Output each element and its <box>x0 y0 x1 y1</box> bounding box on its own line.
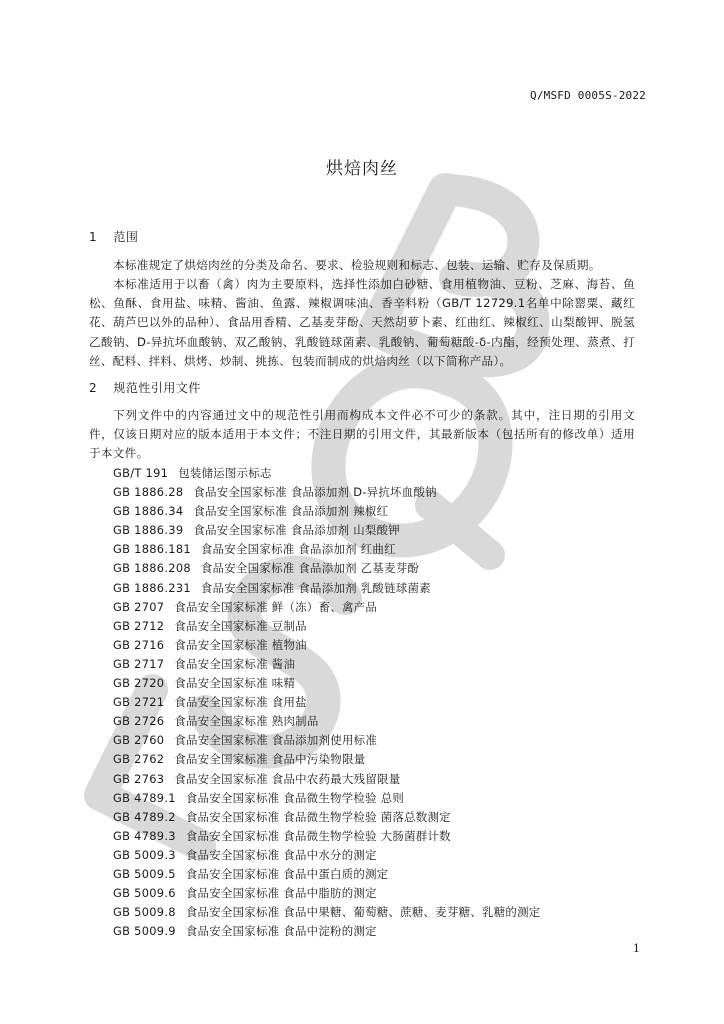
reference-title: 食品安全国家标准 熟肉制品 <box>174 714 319 729</box>
section-number: 2 <box>89 381 98 395</box>
reference-item <box>113 598 540 617</box>
reference-title: 食品安全国家标准 豆制品 <box>174 618 307 633</box>
section-heading-normative-references <box>89 379 201 396</box>
reference-item <box>113 502 540 521</box>
reference-item <box>113 483 540 502</box>
reference-title: 食品安全国家标准 食品中果糖、葡萄糖、蔗糖、麦芽糖、乳糖的测定 <box>185 905 541 920</box>
reference-title: 食品安全国家标准 食品微生物学检验 菌落总数测定 <box>185 809 451 824</box>
scope-paragraph-2: 本标准适用于以畜（禽）肉为主要原料，选择性添加白砂糖、食用植物油、豆粉、芝麻、海苔、鱼松、鱼酥、食用盐、味精、酱油、鱼露、辣椒调味油、香辛料粉（GB/T 12729.1名单中除罂粟、藏红花、葫芦巴以外的品种）、食品用香精、乙基麦芽酚、天然胡萝卜素、红曲红、辣椒红、山梨酸钾、脱氢乙酸钠、D-异抗坏血酸钠、双乙酸钠、乳酸链球菌素、乳酸钠、葡萄糖酸-δ-内酯，经预处理、蒸煮、打丝、配料、拌料、烘烤、炒制、挑拣、包装而制成的烘焙肉丝（以下简称产品）。 <box>89 277 635 368</box>
reference-title: 食品安全国家标准 食品中水分的测定 <box>185 847 377 862</box>
reference-title: 食品安全国家标准 酱油 <box>174 656 296 671</box>
reference-item <box>113 559 540 578</box>
reference-item <box>113 712 540 731</box>
reference-code: GB 1886.231 <box>113 580 191 595</box>
reference-item <box>113 808 540 827</box>
reference-title: 食品安全国家标准 食品微生物学检验 总则 <box>185 790 405 805</box>
section-number: 1 <box>89 230 98 244</box>
reference-code: GB 2712 <box>113 618 165 633</box>
reference-code: GB 1886.39 <box>113 523 184 538</box>
reference-title: 食品安全国家标准 植物油 <box>174 637 307 652</box>
reference-title: 食品安全国家标准 食品中农药最大残留限量 <box>174 771 401 786</box>
reference-item <box>113 617 540 636</box>
section-heading-scope <box>89 228 138 245</box>
reference-code: GB 2707 <box>113 599 165 614</box>
reference-code: GB 5009.6 <box>113 886 176 901</box>
reference-item <box>113 922 540 941</box>
reference-code: GB 5009.9 <box>113 924 176 939</box>
reference-title: 食品安全国家标准 食品添加剂 乳酸链球菌素 <box>200 580 431 595</box>
reference-item <box>113 731 540 750</box>
reference-item <box>113 579 540 598</box>
references-intro-paragraph: 下列文件中的内容通过文中的规范性引用而构成本文件必不可少的条款。其中，注日期的引用文件，仅该日期对应的版本适用于本文件；不注日期的引用文件，其最新版本（包括所有的修改单）适用于本文件。 <box>89 408 635 461</box>
document-title: 烘焙肉丝 <box>326 159 398 179</box>
reference-item <box>113 827 540 846</box>
reference-title: 食品安全国家标准 食品微生物学检验 大肠菌群计数 <box>185 828 451 843</box>
reference-item <box>113 636 540 655</box>
reference-code: GB 4789.3 <box>113 828 176 843</box>
reference-title: 包装储运图示标志 <box>178 466 272 480</box>
reference-code: GB 1886.28 <box>113 485 184 500</box>
reference-title: 食品安全国家标准 食品中污染物限量 <box>174 752 366 767</box>
reference-code: GB 5009.8 <box>113 905 176 920</box>
reference-item <box>113 846 540 865</box>
reference-title: 食品安全国家标准 鲜（冻）畜、禽产品 <box>174 599 378 614</box>
reference-title: 食品安全国家标准 食用盐 <box>174 695 307 710</box>
reference-title: 食品安全国家标准 食品添加剂 辣椒红 <box>193 504 389 519</box>
reference-item <box>113 674 540 693</box>
reference-item <box>113 693 540 712</box>
section-title: 范围 <box>113 230 139 244</box>
reference-item <box>113 789 540 808</box>
reference-code: GB/T 191 <box>113 466 169 480</box>
reference-title: 食品安全国家标准 食品添加剂 山梨酸钾 <box>193 523 400 538</box>
reference-title: 食品安全国家标准 食品中脂肪的测定 <box>185 886 377 901</box>
reference-code: GB 2716 <box>113 637 165 652</box>
reference-code: GB 2760 <box>113 733 165 748</box>
reference-title: 食品安全国家标准 食品中蛋白质的测定 <box>185 866 389 881</box>
reference-list <box>113 464 540 941</box>
reference-code: GB 1886.208 <box>113 561 191 576</box>
reference-code: GB 1886.34 <box>113 504 184 519</box>
reference-title: 食品安全国家标准 食品添加剂使用标准 <box>174 733 378 748</box>
reference-code: GB 2720 <box>113 676 165 691</box>
reference-title: 食品安全国家标准 食品中淀粉的测定 <box>185 924 377 939</box>
reference-item <box>113 464 540 483</box>
reference-code: GB 4789.2 <box>113 809 176 824</box>
reference-item <box>113 521 540 540</box>
scope-paragraph-1: 本标准规定了烘焙肉丝的分类及命名、要求、检验规则和标志、包装、运输、贮存及保质期。 <box>113 258 601 272</box>
reference-code: GB 2721 <box>113 695 165 710</box>
reference-title: 食品安全国家标准 食品添加剂 红曲红 <box>200 542 396 557</box>
standard-code: Q/MSFD 0005S-2022 <box>530 89 646 102</box>
reference-code: GB 5009.5 <box>113 866 176 881</box>
reference-code: GB 2763 <box>113 771 165 786</box>
reference-item <box>113 865 540 884</box>
reference-code: GB 2726 <box>113 714 165 729</box>
reference-item <box>113 655 540 674</box>
reference-title: 食品安全国家标准 味精 <box>174 676 296 691</box>
section-title: 规范性引用文件 <box>113 381 201 395</box>
reference-code: GB 1886.181 <box>113 542 191 557</box>
reference-title: 食品安全国家标准 食品添加剂 乙基麦芽酚 <box>200 561 420 576</box>
reference-code: GB 2717 <box>113 656 165 671</box>
page-number: 1 <box>633 942 640 955</box>
reference-item <box>113 884 540 903</box>
reference-item <box>113 750 540 769</box>
reference-item <box>113 770 540 789</box>
reference-code: GB 4789.1 <box>113 790 176 805</box>
reference-title: 食品安全国家标准 食品添加剂 D-异抗坏血酸钠 <box>193 485 437 500</box>
reference-code: GB 2762 <box>113 752 165 767</box>
reference-item <box>113 540 540 559</box>
reference-item <box>113 903 540 922</box>
reference-code: GB 5009.3 <box>113 847 176 862</box>
